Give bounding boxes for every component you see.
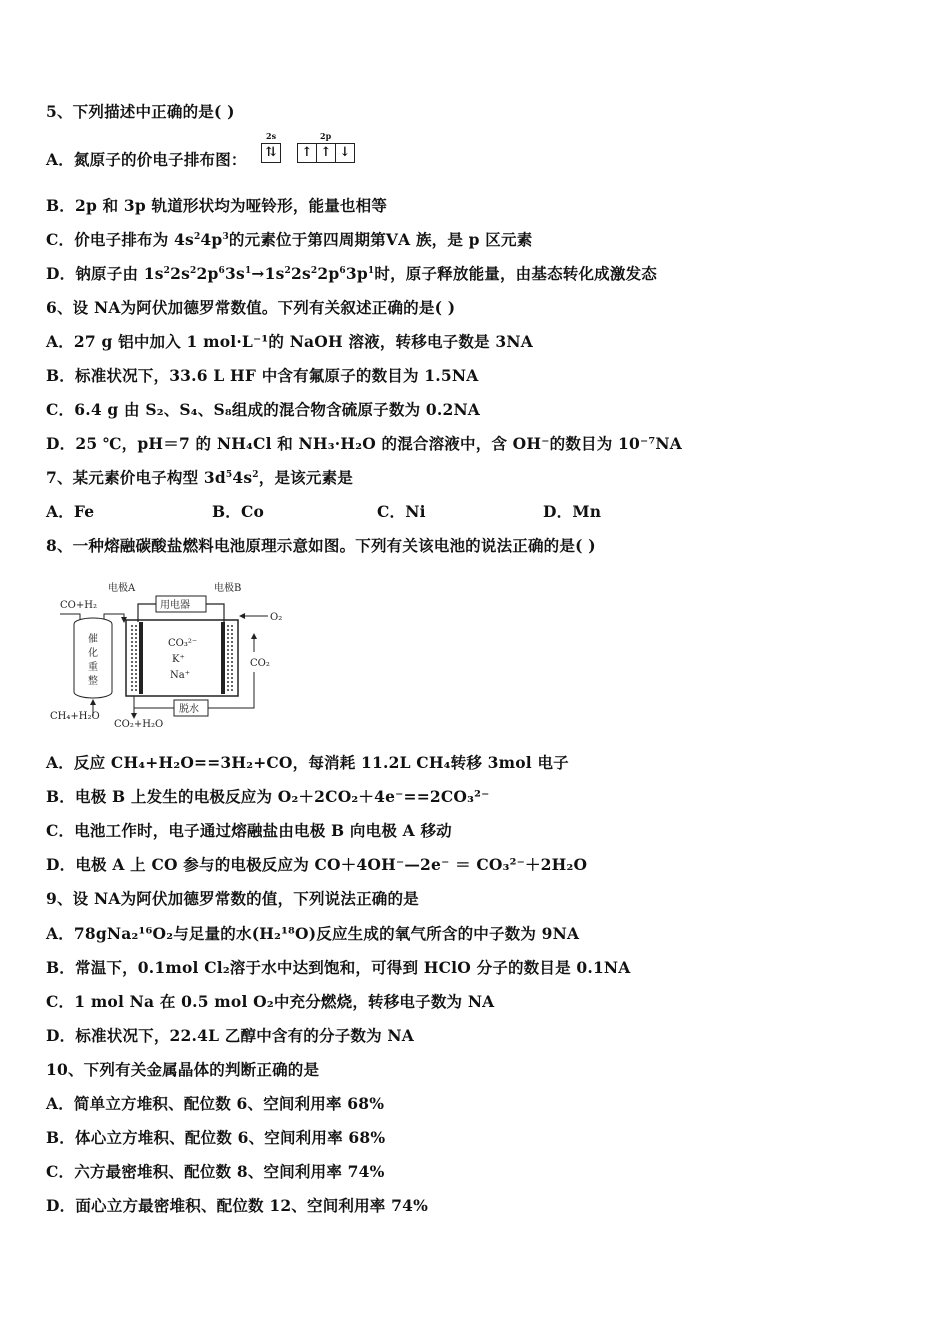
q10-option-d: D．面心立方最密堆积、配位数 12、空间利用率 74% xyxy=(46,1196,429,1215)
reformer-char: 重 xyxy=(88,662,98,673)
q5-stem: 5、下列描述中正确的是( ) xyxy=(46,102,235,121)
q8-option-d: D．电极 A 上 CO 参与的电极反应为 CO＋4OH⁻—2e⁻ ＝ CO₃²⁻＋2H₂O xyxy=(46,855,588,874)
q6-option-c: C．6.4 g 由 S₂、S₄、S₈组成的混合物含硫原子数为 0.2NA xyxy=(46,400,481,419)
orbital-2p-cell: ↓ xyxy=(339,145,351,160)
reformer-char: 整 xyxy=(88,676,98,687)
diagram-label-appliance: 用电器 xyxy=(160,600,190,611)
electrode-a-plate xyxy=(139,622,143,694)
q8-option-b: B．电极 B 上发生的电极反应为 O₂＋2CO₂＋4e⁻==2CO₃²⁻ xyxy=(46,787,490,806)
q5-option-c: C．价电子排布为 $4s^24p^3$的元素位于第四周期第ⅤA 族，是 p 区元素 xyxy=(46,230,533,249)
reformer-char: 化 xyxy=(88,648,98,659)
q9-stem: 9、设 NA为阿伏加德罗常数的值，下列说法正确的是 xyxy=(46,889,419,908)
reformer-char: 催 xyxy=(88,634,98,645)
diagram-ion-potassium: K⁺ xyxy=(172,654,185,665)
q9-option-b: B．常温下，0.1mol Cl₂溶于水中达到饱和，可得到 HClO 分子的数目是 0.1NA xyxy=(46,958,631,977)
diagram-label-dehydrate: 脱水 xyxy=(179,704,199,715)
q7-option-d: D．Mn xyxy=(543,502,602,521)
q7-stem: 7、某元素价电子构型 $3d^54s^2$，是该元素是 xyxy=(46,468,353,487)
q8-option-a: A．反应 CH₄+H₂O==3H₂+CO，每消耗 11.2L CH₄转移 3mol 电子 xyxy=(46,753,569,772)
q6-option-b: B．标准状况下，33.6 L HF 中含有氟原子的数目为 1.5NA xyxy=(46,366,479,385)
diagram-label-electrode-b: 电极B xyxy=(214,583,242,594)
q9-option-a: A．78gNa₂¹⁶O₂与足量的水(H₂¹⁸O)反应生成的氧气所含的中子数为 9NA xyxy=(46,924,580,943)
diagram-label-co-h2: CO+H₂ xyxy=(60,600,97,611)
q9-option-c: C．1 mol Na 在 0.5 mol O₂中充分燃烧，转移电子数为 NA xyxy=(46,992,495,1011)
q10-option-b: B．体心立方堆积、配位数 6、空间利用率 68% xyxy=(46,1128,386,1147)
diagram-ion-carbonate: CO₃²⁻ xyxy=(168,638,198,649)
q8-option-c: C．电池工作时，电子通过熔融盐由电极 B 向电极 A 移动 xyxy=(46,821,452,840)
q10-stem: 10、下列有关金属晶体的判断正确的是 xyxy=(46,1060,320,1079)
q7-option-b: B．Co xyxy=(212,502,265,521)
q6-option-d: D．25 ℃，pH＝7 的 NH₄Cl 和 NH₃·H₂O 的混合溶液中，含 OH⁻的数目为 10⁻⁷NA xyxy=(46,434,682,453)
q5-option-d: D．钠原子由 $1s^22s^22p^63s^1\to 1s^22s^22p^63p^1$时，原子释放能量，由基态转化成激发态 xyxy=(46,264,657,283)
orbital-2s-cell: ⇅ xyxy=(265,145,277,160)
q6-stem: 6、设 NA为阿伏加德罗常数值。下列有关叙述正确的是( ) xyxy=(46,298,456,317)
q8-stem: 8、一种熔融碳酸盐燃料电池原理示意如图。下列有关该电池的说法正确的是( ) xyxy=(46,536,596,555)
electrode-a-porous xyxy=(129,624,139,692)
q5-option-a: A．氮原子的价电子排布图： xyxy=(46,150,247,169)
orbital-2p-cell: ↑ xyxy=(298,144,317,162)
diagram-label-co2-h2o: CO₂+H₂O xyxy=(114,719,164,730)
exhaust-line xyxy=(134,696,174,708)
orbital-2p-label: 2p xyxy=(320,131,332,141)
diagram-ion-sodium: Na⁺ xyxy=(170,670,190,681)
diagram-label-co2: CO₂ xyxy=(250,658,270,669)
q9-option-d: D．标准状况下，22.4L 乙醇中含有的分子数为 NA xyxy=(46,1026,414,1045)
q6-option-a: A．27 g 铝中加入 1 mol·L⁻¹的 NaOH 溶液，转移电子数是 3NA xyxy=(46,332,533,351)
q5-option-b: B．2p 和 3p 轨道形状均为哑铃形，能量也相等 xyxy=(46,196,388,215)
q10-option-c: C．六方最密堆积、配位数 8、空间利用率 74% xyxy=(46,1162,385,1181)
orbital-2p-cell: ↑ xyxy=(317,144,336,162)
electrode-b-plate xyxy=(221,622,225,694)
q7-option-a: A．Fe xyxy=(46,502,95,521)
electrode-b-porous xyxy=(225,624,235,692)
diagram-label-o2: O₂ xyxy=(270,612,283,623)
q7-option-c: C．Ni xyxy=(377,502,426,521)
orbital-2s-label: 2s xyxy=(266,131,277,141)
orbital-2s-box xyxy=(261,143,281,163)
orbital-2p-box xyxy=(297,143,355,163)
diagram-label-ch4-h2o: CH₄+H₂O xyxy=(50,711,100,722)
fuel-cell-diagram xyxy=(46,572,296,732)
diagram-label-electrode-a: 电极A xyxy=(108,583,136,594)
q10-option-a: A．简单立方堆积、配位数 6、空间利用率 68% xyxy=(46,1094,385,1113)
feed-line xyxy=(60,614,80,620)
